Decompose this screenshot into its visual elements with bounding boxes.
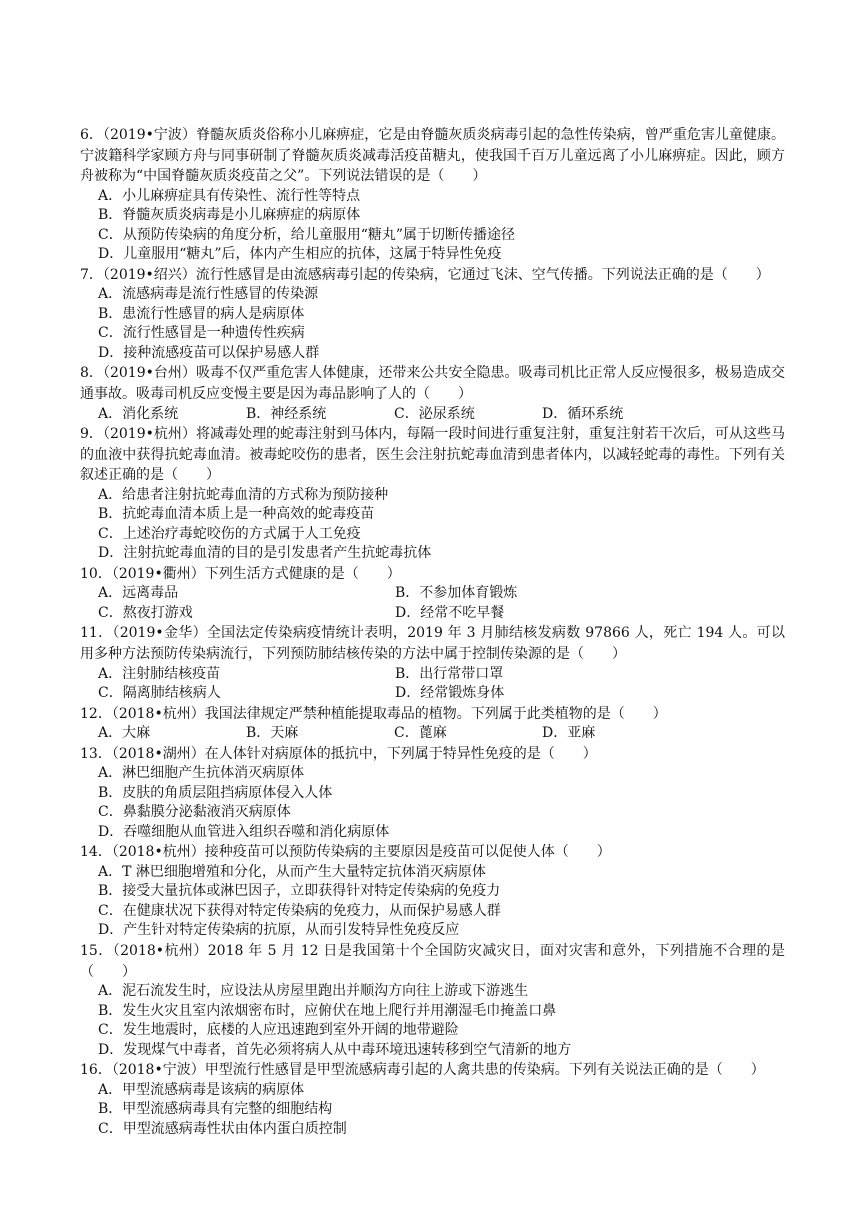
question-stem: 8．（2019•台州）吸毒不仅严重危害人体健康，还带来公共安全隐患。吸毒司机比正常人反应慢很多，极易造成交通事故。吸毒司机反应变慢主要是因为毒品影响了人的（ ） — [80, 365, 785, 402]
answer-option: C．蓖麻 — [394, 725, 447, 742]
answer-option: C．甲型流感病毒性状由体内蛋白质控制 — [98, 1120, 347, 1137]
answer-option: D．吞噬细胞从血管进入组织吞噬和消化病原体 — [98, 823, 390, 840]
answer-option: A．大麻 — [98, 725, 151, 742]
answer-option: C．上述治疗毒蛇咬伤的方式属于人工免疫 — [98, 525, 361, 542]
answer-option: A．淋巴细胞产生抗体消灭病原体 — [98, 765, 305, 782]
question-item — [80, 125, 785, 265]
answer-option: D．发现煤气中毒者，首先必须将病人从中毒环境迅速转移到空气清新的地方 — [98, 1041, 572, 1058]
option-row — [80, 604, 785, 624]
question-item — [80, 842, 785, 941]
answer-option: D．经常锻炼身体 — [395, 685, 505, 702]
option-row — [80, 665, 785, 685]
question-stem: 12．（2018•杭州）我国法律规定严禁种植能提取毒品的植物。下列属于此类植物的是（ ） — [80, 705, 667, 722]
answer-option: A．注射肺结核疫苗 — [98, 665, 221, 682]
answer-option: A．小儿麻痹症具有传染性、流行性等特点 — [98, 187, 361, 204]
answer-option: B．抗蛇毒血清本质上是一种高效的蛇毒疫苗 — [98, 506, 375, 523]
question-stem: 10．（2019•衢州）下列生活方式健康的是（ ） — [80, 565, 401, 582]
answer-option: B．出行常带口罩 — [395, 665, 504, 682]
answer-option: D．产生针对特定传染病的抗原，从而引发特异性免疫反应 — [98, 922, 460, 939]
option-row — [80, 405, 785, 425]
option-row — [80, 724, 785, 744]
option-row — [80, 584, 785, 604]
answer-option: B．接受大量抗体或淋巴因子，立即获得针对特定传染病的免疫力 — [98, 883, 501, 900]
question-item — [80, 744, 785, 843]
question-stem: 6．（2019•宁波）脊髓灰质炎俗称小儿麻痹症，它是由脊髓灰质炎病毒引起的急性传染病，曾严重危害儿童健康。宁波籍科学家顾方舟与同事研制了脊髓灰质炎减毒活疫苗糖丸，使我国千百万儿童远离了小儿麻痹症。因此，顾方舟被称为“中国脊髓灰质炎疫苗之父”。下列说法错误的是（ ） — [80, 127, 785, 185]
answer-option: B．不参加体育锻炼 — [395, 585, 518, 602]
question-item — [80, 941, 785, 1060]
answer-option: C．在健康状况下获得对特定传染病的免疫力，从而保护易感人群 — [98, 902, 501, 919]
question-stem: 13．（2018•湖州）在人体针对病原体的抵抗中，下列属于特异性免疫的是（ ） — [80, 745, 597, 762]
question-stem: 11．（2019•金华）全国法定传染病疫情统计表明，2019 年 3 月肺结核发病数 97866 人，死亡 194 人。可以用多种方法预防传染病流行，下列预防肺结核传染的方法中属于控制传染源的是（ ） — [80, 625, 785, 663]
answer-option: C．发生地震时，底楼的人应迅速跑到室外开阔的地带避险 — [98, 1022, 459, 1039]
answer-option: C．泌尿系统 — [394, 405, 475, 422]
question-stem: 7．（2019•绍兴）流行性感冒是由流感病毒引起的传染病，它通过飞沫、空气传播。下列说法正确的是（ ） — [80, 266, 770, 283]
answer-option: C．流行性感冒是一种遗传性疾病 — [98, 325, 305, 342]
answer-option: A．远离毒品 — [98, 585, 179, 602]
answer-option: A．T 淋巴细胞增殖和分化，从而产生大量特定抗体消灭病原体 — [98, 863, 486, 880]
answer-option: B．脊髓灰质炎病毒是小儿麻痹症的病原体 — [98, 207, 361, 224]
question-list — [80, 125, 785, 1139]
question-stem: 15．（2018•杭州）2018 年 5 月 12 日是我国第十个全国防灾减灾日，面对灾害和意外，下列措施不合理的是（ ） — [80, 942, 785, 980]
answer-option: B．神经系统 — [246, 405, 327, 422]
answer-option: D．经常不吃早餐 — [395, 604, 505, 621]
answer-option: A．泥石流发生时，应设法从房屋里跑出并顺沟方向往上游或下游逃生 — [98, 983, 529, 1000]
question-item — [80, 623, 785, 703]
answer-option: C．从预防传染病的角度分析，给儿童服用“糖丸”属于切断传播途径 — [98, 226, 516, 243]
answer-option: C．隔离肺结核病人 — [98, 685, 221, 702]
question-stem: 14．（2018•杭州）接种疫苗可以预防传染病的主要原因是疫苗可以促使人体（ ） — [80, 844, 611, 861]
question-item — [80, 1060, 785, 1139]
answer-option: B．皮肤的角质层阻挡病原体侵入人体 — [98, 784, 333, 801]
answer-option: B．甲型流感病毒具有完整的细胞结构 — [98, 1101, 333, 1118]
answer-option: A．流感病毒是流行性感冒的传染源 — [98, 286, 319, 303]
answer-option: C．鼻黏膜分泌黏液消灭病原体 — [98, 804, 291, 821]
answer-option: D．接种流感疫苗可以保护易感人群 — [98, 344, 320, 361]
question-stem: 9．（2019•杭州）将减毒处理的蛇毒注射到马体内，每隔一段时间进行重复注射，重复注射若干次后，可从这些马的血液中获得抗蛇毒血清。被毒蛇咬伤的患者，医生会注射抗蛇毒血清到患者体内，以减轻蛇毒的毒性。下列有关叙述正确的是（ ） — [80, 426, 785, 484]
option-row — [80, 684, 785, 704]
question-stem: 16．（2018•宁波）甲型流行性感冒是甲型流感病毒引起的人禽共患的传染病。下列有关说法正确的是（ ） — [80, 1062, 765, 1079]
question-item — [80, 564, 785, 624]
answer-option: B．天麻 — [246, 725, 299, 742]
question-item — [80, 363, 785, 424]
question-item — [80, 424, 785, 564]
answer-option: D．注射抗蛇毒血清的目的是引发患者产生抗蛇毒抗体 — [98, 545, 432, 562]
question-item — [80, 704, 785, 744]
answer-option: A．甲型流感病毒是该病的病原体 — [98, 1081, 305, 1098]
answer-option: D．循环系统 — [542, 405, 624, 422]
question-item — [80, 265, 785, 364]
answer-option: A．给患者注射抗蛇毒血清的方式称为预防接种 — [98, 486, 389, 503]
answer-option: C．熬夜打游戏 — [98, 604, 193, 621]
answer-option: D．儿童服用“糖丸”后，体内产生相应的抗体，这属于特异性免疫 — [98, 246, 502, 263]
answer-option: A．消化系统 — [98, 405, 179, 422]
answer-option: D．亚麻 — [542, 725, 596, 742]
answer-option: B．发生火灾且室内浓烟密布时，应俯伏在地上爬行并用潮湿毛巾掩盖口鼻 — [98, 1002, 557, 1019]
answer-option: B．患流行性感冒的病人是病原体 — [98, 305, 305, 322]
